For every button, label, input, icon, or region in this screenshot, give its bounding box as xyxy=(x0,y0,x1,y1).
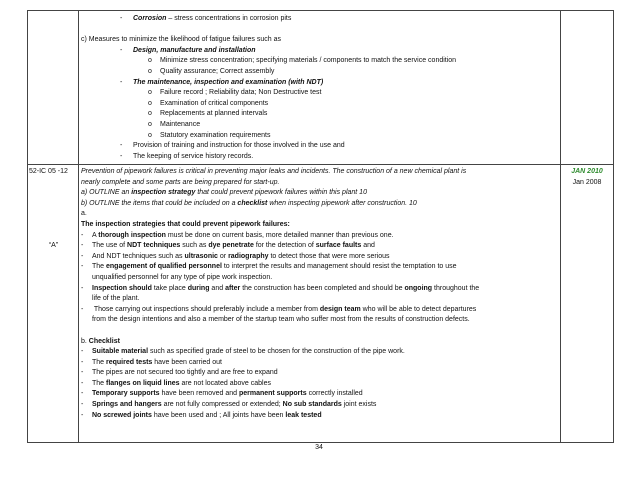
table-row-pipework xyxy=(28,165,614,443)
list-item: - Those carrying out inspections should preferably include a member from design team who will be able to detect departures xyxy=(81,305,477,313)
content-cell-pipework xyxy=(79,165,561,443)
list-item-continuation: from the design intentions and also a member of the startup team who suffer most from the results of construction defects. xyxy=(92,316,470,324)
records-line: - The keeping of service history records. xyxy=(120,152,254,160)
list-item: - The use of NDT techniques such as dye penetrate for the detection of surface faults and xyxy=(81,242,375,250)
design-heading: - Design, manufacture and installation xyxy=(120,46,256,54)
list-item: - The required tests have been carried out xyxy=(81,358,222,366)
list-item: - And NDT techniques such as ultrasonic or radiography to detect those that were more serious xyxy=(81,252,390,260)
page-number: 34 xyxy=(315,444,323,451)
list-item: - No screwed joints have been used and ; All joints have been leak tested xyxy=(81,411,322,419)
corrosion-line: - Corrosion – stress concentrations in corrosion pits xyxy=(120,15,292,22)
answer-a-label: a. xyxy=(81,210,87,218)
list-item: - Temporary supports have been removed and permanent supports correctly installed xyxy=(81,390,363,398)
ref-code: 52-IC 05 -12 xyxy=(29,168,68,175)
table-row-fatigue xyxy=(28,11,614,165)
list-item-continuation: life of the plant. xyxy=(92,295,140,303)
list-item: - The flanges on liquid lines are not located above cables xyxy=(81,379,271,387)
training-line: - Provision of training and instruction for those involved in the use and xyxy=(120,142,345,150)
list-item: o Maintenance xyxy=(148,120,201,128)
list-item: - The pipes are not secured too tightly and are free to expand xyxy=(81,369,278,377)
strategies-heading: The inspection strategies that could prevent pipework failures: xyxy=(81,220,290,228)
ref-cell-empty xyxy=(28,11,79,165)
list-item: - Springs and hangers are not fully compressed or extended; No sub standards joint exists xyxy=(81,401,377,409)
list-item: - A thorough inspection must be done on current basis, more detailed manner than previous one. xyxy=(81,231,394,239)
content-cell-fatigue xyxy=(79,11,561,165)
checklist-heading: b. Checklist xyxy=(81,337,120,345)
ref-cell xyxy=(28,165,79,443)
list-item: o Minimize stress concentration; specifying materials / components to match the service condition xyxy=(148,57,457,65)
date-cell-empty xyxy=(561,11,614,165)
exam-date: Jan 2008 xyxy=(572,178,602,186)
question-line: Prevention of pipework failures is critical in preventing major leaks and incidents. The construction of a new chemical plant is xyxy=(81,168,467,175)
list-item: o Failure record ; Reliability data; Non Destructive test xyxy=(148,89,322,97)
grade-label: “A” xyxy=(48,241,59,249)
list-item: o Quality assurance; Correct assembly xyxy=(148,67,275,75)
list-item: o Examination of critical components xyxy=(148,99,269,107)
notes-table xyxy=(27,10,614,443)
list-item: - The engagement of qualified personnel to interpret the results and management should resist the temptation to use xyxy=(81,263,457,271)
list-item: - Suitable material such as specified grade of steel to be chosen for the construction of the pipe work. xyxy=(81,348,405,356)
question-a: a) OUTLINE an inspection strategy that could prevent pipework failures within this plant 10 xyxy=(81,189,367,197)
list-item: - Inspection should take place during and after the construction has been completed and should be ongoing throughout the xyxy=(81,284,480,292)
exam-date-highlight: JAN 2010 xyxy=(571,168,603,175)
list-item-continuation: unqualified personnel for any type of pipe work inspection. xyxy=(92,273,273,281)
question-b: b) OUTLINE the items that could be included on a checklist when inspecting pipework after construction. 10 xyxy=(81,199,417,207)
question-line: nearly complete and some parts are being prepared for start-up. xyxy=(81,178,280,186)
measures-heading: c) Measures to minimize the likelihood of fatigue failures such as xyxy=(81,36,281,44)
maintenance-heading: - The maintenance, inspection and examination (with NDT) xyxy=(120,78,324,86)
list-item: o Statutory examination requirements xyxy=(148,131,271,139)
date-cell xyxy=(561,165,614,443)
list-item: o Replacements at planned intervals xyxy=(148,110,268,118)
